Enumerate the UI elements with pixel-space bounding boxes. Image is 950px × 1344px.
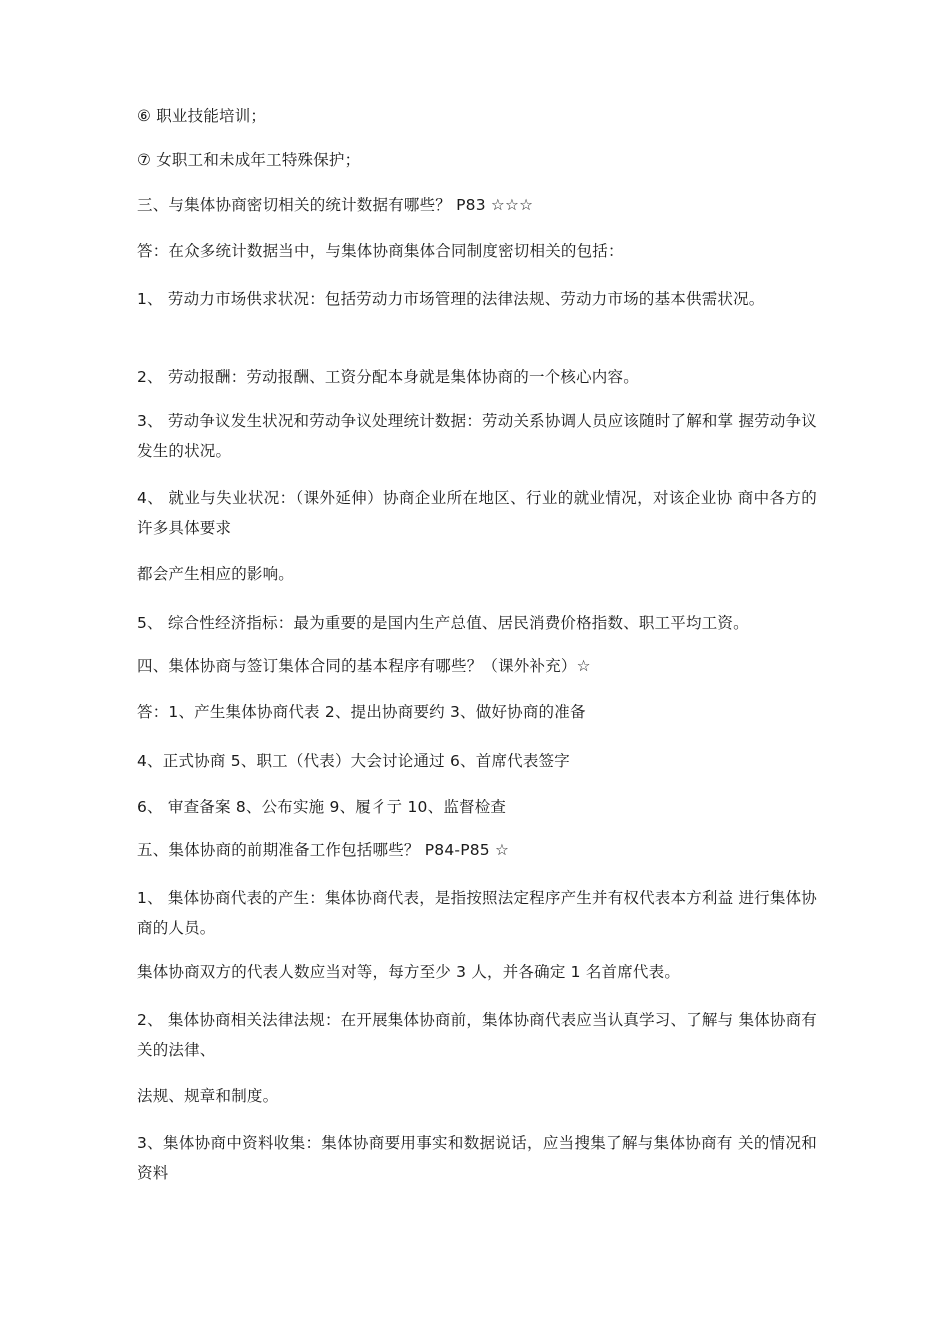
point-5-1-detail: 集体协商双方的代表人数应当对等，每方至少 3 人，并各确定 1 名首席代表。 <box>137 963 681 981</box>
list-item-female-protection: ⑦ 女职工和未成年工特殊保护； <box>137 151 361 169</box>
point-5-3: 3、集体协商中资料收集：集体协商要用事实和数据说话，应当搜集了解与集体协商有 关的情况和资料 <box>137 1134 817 1182</box>
answer-steps-line-1: 答：1、产生集体协商代表 2、提出协商要约 3、做好协商的准备 <box>137 703 586 721</box>
answer-steps-line-3: 6、 审查备案 8、公布实施 9、履彳亍 10、监督检查 <box>137 798 507 816</box>
section-heading-3: 三、与集体协商密切相关的统计数据有哪些？ P83 ☆☆☆ <box>137 196 534 214</box>
section-heading-4: 四、集体协商与签订集体合同的基本程序有哪些？（课外补充）☆ <box>137 657 591 675</box>
point-3-3: 3、 劳动争议发生状况和劳动争议处理统计数据：劳动关系协调人员应该随时了解和掌 握劳动争议发生的状况。 <box>137 412 817 460</box>
section-heading-5: 五、集体协商的前期准备工作包括哪些？ P84-P85 ☆ <box>137 841 510 859</box>
point-5-1: 1、 集体协商代表的产生：集体协商代表，是指按照法定程序产生并有权代表本方利益 进行集体协商的人员。 <box>137 889 817 937</box>
point-5-2: 2、 集体协商相关法律法规：在开展集体协商前，集体协商代表应当认真学习、了解与 集体协商有关的法律、 <box>137 1011 817 1059</box>
point-3-4: 4、 就业与失业状况：（课外延伸）协商企业所在地区、行业的就业情况，对该企业协 商中各方的许多具体要求 <box>137 489 817 537</box>
answer-steps-line-2: 4、正式协商 5、职工（代表）大会讨论通过 6、首席代表签字 <box>137 752 570 770</box>
point-3-5: 5、 综合性经济指标：最为重要的是国内生产总值、居民消费价格指数、职工平均工资。 <box>137 614 749 632</box>
point-5-2-continued: 法规、规章和制度。 <box>137 1087 279 1105</box>
point-3-2: 2、 劳动报酬：劳动报酬、工资分配本身就是集体协商的一个核心内容。 <box>137 368 639 386</box>
point-3-1: 1、 劳动力市场供求状况：包括劳动力市场管理的法律法规、劳动力市场的基本供需状况。 <box>137 290 765 308</box>
list-item-vocational-training: ⑥ 职业技能培训； <box>137 107 267 125</box>
point-3-4-continued: 都会产生相应的影响。 <box>137 565 295 583</box>
answer-intro-3: 答：在众多统计数据当中，与集体协商集体合同制度密切相关的包括： <box>137 242 624 260</box>
